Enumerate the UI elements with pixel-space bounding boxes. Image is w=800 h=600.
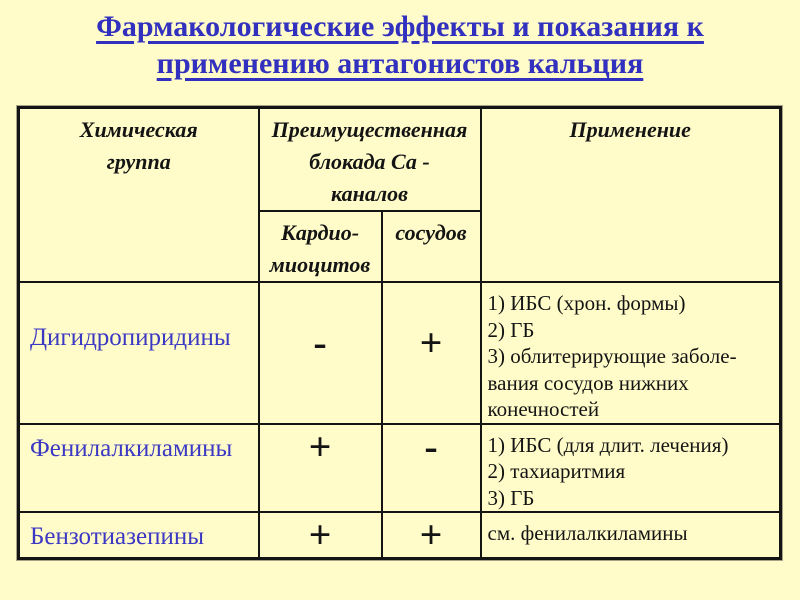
header-chemical-group — [19, 108, 259, 283]
slide-title-line-2: применению антагонистов кальция — [156, 47, 644, 80]
header-cardiomyocytes-line1: Кардио- — [280, 220, 360, 245]
pharmacology-table — [17, 106, 782, 560]
vessels-sign: - — [382, 424, 481, 513]
vessels-sign: + — [382, 282, 481, 424]
cardio-sign: - — [259, 282, 382, 424]
application-line: 1) ИБС (хрон. формы) — [487, 291, 686, 315]
header-cardiomyocytes — [259, 211, 382, 282]
header-chemical-group-line2: группа — [106, 149, 171, 174]
header-blockade-line3: каналов — [331, 181, 408, 206]
table-row-phenylalkylamines — [19, 424, 781, 513]
header-application-label: Применение — [569, 117, 691, 142]
application-line: вания сосудов нижних — [487, 370, 689, 395]
group-name: Бензотиазепины — [19, 512, 259, 559]
header-vessels — [382, 211, 481, 282]
header-blockade-line2: блокада Са - — [309, 149, 430, 174]
cardio-sign: + — [259, 424, 382, 513]
application-line: 2) ГБ — [487, 317, 535, 342]
vessels-sign: + — [382, 512, 481, 559]
application-cell — [481, 282, 781, 424]
application-line: 1) ИБС (для длит. лечения) — [487, 432, 729, 457]
header-application — [481, 108, 781, 283]
header-cardiomyocytes-line2: миоцитов — [269, 252, 371, 277]
header-row-1 — [19, 108, 781, 212]
group-name: Дигидропиридины — [19, 282, 259, 424]
table-row-dihydropyridines — [19, 282, 781, 424]
slide-title — [0, 8, 800, 82]
application-line: 3) облитерирующие заболе- — [487, 344, 737, 368]
application-line: см. фенилалкиламины — [487, 521, 688, 545]
application-line: 3) ГБ — [487, 485, 535, 510]
table-row-benzothiazepines — [19, 512, 781, 559]
group-name: Фенилалкиламины — [19, 424, 259, 513]
slide-title-line-1: Фармакологические эффекты и показания к — [96, 10, 704, 43]
header-blockade — [259, 108, 481, 212]
application-cell — [481, 512, 781, 559]
header-blockade-line1: Преимущественная — [271, 117, 468, 142]
application-cell — [481, 424, 781, 513]
application-line: конечностей — [487, 397, 600, 421]
header-chemical-group-line1: Химическая — [79, 117, 198, 142]
header-vessels-label: сосудов — [395, 220, 467, 245]
cardio-sign: + — [259, 512, 382, 559]
application-line: 2) тахиаритмия — [487, 459, 626, 483]
